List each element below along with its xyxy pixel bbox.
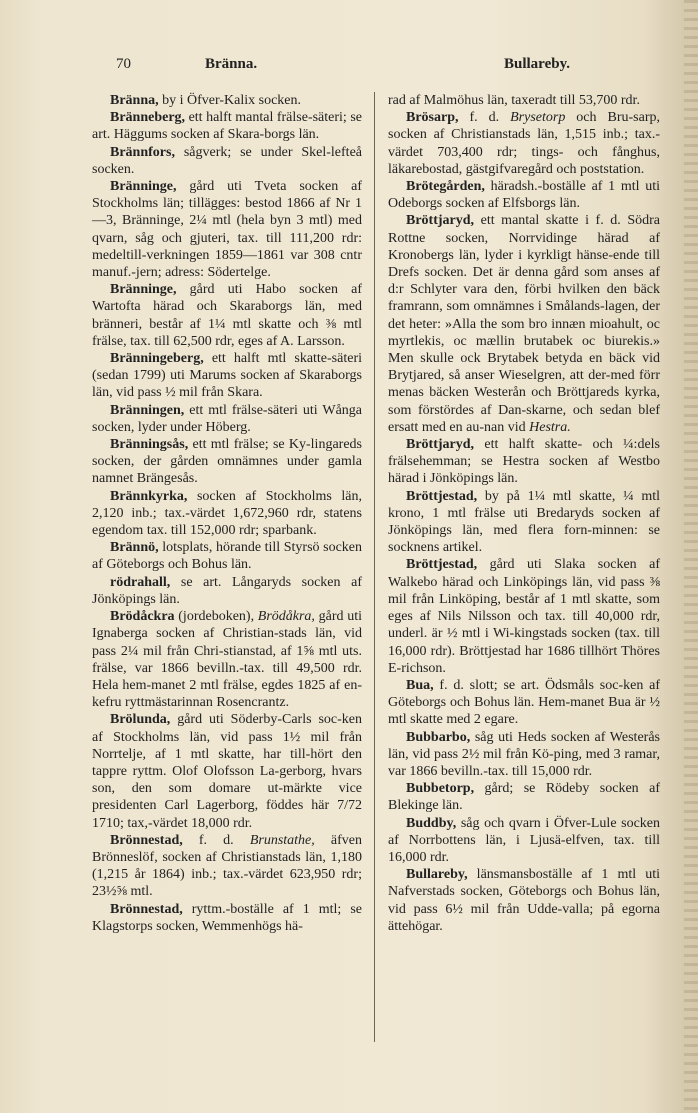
entry-text: by på 1¼ mtl skatte, ¼ mtl krono, 1 mtl frälse uti Bredaryds socken af Jönköpings län, med flera forn-minnen: se socknens artikel. [388, 488, 660, 556]
entry-text: sågverk; se under Skel-lefteå socken. [92, 144, 362, 177]
dictionary-entry [92, 488, 362, 540]
entry-headword: Brännfors, [110, 144, 175, 160]
running-header [110, 56, 570, 78]
entry-text: (jordeboken), [174, 609, 258, 625]
dictionary-entry [92, 109, 362, 143]
entry-text: gård; se Rödeby socken af Blekinge län. [388, 781, 660, 814]
entry-headword: Brölunda, [110, 712, 171, 728]
entry-headword: Bröttjaryd, [406, 437, 475, 453]
entry-italic: Hestra. [529, 419, 571, 435]
entry-headword: Brännö, [110, 540, 159, 556]
entry-headword: Brännkyrka, [110, 488, 188, 504]
entry-text: ryttm.-boställe af 1 mtl; se Klagstorps socken, Wemmenhögs hä- [92, 901, 362, 934]
dictionary-entry [92, 436, 362, 488]
dictionary-entry [92, 92, 362, 109]
entry-headword: Brödåckra [110, 609, 175, 625]
dictionary-entry [92, 402, 362, 436]
entry-headword: Bullareby, [406, 867, 468, 883]
entry-text: ett halft mantal frälse-säteri; se art. Häggums socken af Skara-borgs län. [92, 110, 362, 143]
entry-headword: Brännеberg, [110, 110, 186, 126]
dictionary-entry [388, 212, 660, 436]
dictionary-entry [92, 608, 362, 711]
dictionary-entry [388, 780, 660, 814]
entry-text-cont: äfven Brönneslöf, socken af Christianstads län, 1,180 (1,215 år 1864) inb.; tax.-värdet 623,950 rdr; 23½⅝ mtl. [92, 832, 362, 900]
entry-text: gård uti Tveta socken af Stockholms län; tillägges: bestod 1866 af Nr 1—3, Bränninge, 2¼ mtl (hela byn 3 mtl) med qvarn, såg och gjuteri, tax. till 111,200 rdr: medeltill-verkningen 1859—1861 var 308 cntr manuf.-jern; adress: Södertelge. [92, 179, 362, 281]
entry-headword: Bubbarbo, [406, 729, 471, 745]
entry-text: såg uti Heds socken af Westerås län, vid pass 2½ mil från Kö-ping, med 3 ramar, var 1866 bevilln.-tax. till 15,000 rdr. [388, 729, 660, 779]
entry-text: länsmansboställe af 1 mtl uti Nafverstads socken, Göteborgs och Bohus län, vid pass 6½ mil från Udde-valla; på egorna ättehögar. [388, 867, 660, 934]
entry-text: ett halft mtl skatte-säteri (sedan 1799) uti Marums socken af Skaraborgs län, vid pass ½ mil från Skara. [92, 351, 362, 401]
entry-text: gård uti Söderby-Carls soc-ken af Stockholms län, vid pass 1½ mil från Norrtelje, af 1 mtl skatte, har till-hört den tappre ryttm. Olof Olofsson La-gerborg, hvars son, den som domare ut-märkte vice presidenten Carl Lagerborg, föddes här 7/72 1710; tax,-värdet 18,000 rdr. [92, 712, 362, 831]
dictionary-entry [92, 144, 362, 178]
entry-italic: Brunstathe, [249, 832, 315, 848]
entry-text: gård uti Slaka socken af Walkebo härad och Linköpings län, vid pass ⅜ mil från Linköping, består af 1 mtl skatte, som eges af Nils Nilsson och tax. till 40,000 rdr, underl. är ½ mtl i Wi-kingstads socken (tax. till 16,000 rdr). Bröttjestad har 1686 tillhört Thöres E-richson. [388, 557, 660, 676]
dictionary-entry [92, 711, 362, 831]
entry-text: gård uti Habo socken af Wartofta härad och Skaraborgs län, med bränneri, består af 1¼ mtl skatte och ⅜ mtl frälse, tax. till 62,500 rdr, eges af A. Larsson. [92, 282, 362, 349]
dictionary-entry [388, 556, 660, 676]
page-number: 70 [116, 56, 131, 72]
entry-text: f. d. [182, 832, 250, 848]
entry-text: ett halft skatte- och ¼:dels frälsehemman; se Hestra socken af Westbo härad i Jönköpings län. [388, 437, 660, 487]
entry-headword: Brötegården, [406, 179, 485, 195]
dictionary-entry [92, 539, 362, 573]
dictionary-entry [92, 281, 362, 350]
dictionary-entry [388, 488, 660, 557]
dictionary-entry [388, 178, 660, 212]
entry-text: f. d. slott; se art. Ödsmåls soc-ken af Göteborgs och Bohus län. Hem-manet Bua är ½ mtl skatte med 2 egare. [388, 677, 660, 728]
entry-text: rad af Malmöhus län, taxeradt till 53,700 rdr. [388, 93, 640, 108]
header-left-word: Bränna. [205, 56, 258, 72]
entry-text: f. d. [458, 110, 511, 126]
entry-headword: Buddby, [406, 815, 457, 831]
entry-headword: Bränna, [110, 93, 159, 108]
entry-headword: Brönnestad, [110, 832, 183, 848]
dictionary-entry [388, 436, 660, 488]
header-right-word: Bullareby. [504, 56, 570, 72]
column-divider [374, 92, 375, 1042]
dictionary-entry [388, 92, 660, 109]
entry-text: se art. Långaryds socken af Jönköpings län. [92, 574, 362, 607]
page-edge [684, 0, 698, 1113]
entry-text: by i Öfver-Kalix socken. [158, 93, 302, 108]
entry-italic: Brysetorp [510, 110, 566, 126]
entry-headword: Bränningeberg, [110, 351, 204, 367]
entry-text: ett mtl frälse-säteri uti Wånga socken, lyder under Höberg. [92, 402, 362, 435]
entry-text: såg och qvarn i Öfver-Lule socken af Norrbottens län, i Ljusä-elfven, tax. till 16,000 rdr. [388, 815, 660, 865]
entry-text: lotsplats, hörande till Styrsö socken af Göteborgs och Bohus län. [92, 540, 362, 573]
dictionary-entry [388, 677, 660, 729]
dictionary-entry [92, 178, 362, 281]
entry-headword: Bubbetorp, [406, 781, 475, 797]
entry-headword: Brösarp, [406, 110, 459, 126]
entry-headword: Bröttjaryd, [406, 213, 475, 229]
entry-headword: Bränninge, [110, 282, 177, 298]
entry-headword: Bröttjestad, [406, 557, 478, 573]
dictionary-entry [388, 866, 660, 935]
entry-headword: rödrahall, [110, 574, 171, 590]
right-column [388, 92, 660, 935]
left-column [92, 92, 362, 935]
entry-headword: Bua, [406, 677, 434, 693]
entry-text: socken af Stockholms län, 2,120 inb.; tax.-värdet 1,672,960 rdr, statens egendom tax. till 152,000 rdr; sparbank. [92, 488, 362, 539]
entry-text: häradsh.-boställe af 1 mtl uti Odeborgs socken af Elfsborgs län. [388, 179, 660, 212]
entry-text: ett mantal skatte i f. d. Södra Rottne socken, Norrvidinge härad af Kronobergs län, lyder i kyrkligt hänse-ende till Drefs socken. Det är denna gård som anses af d:r Schlyter vara den, förbi hvilken den bäck framrann, som omnämnes i Smålands-lagen, der det heter: »Alla the som bro innæn mioahult, oc myrtlekis, oc mællin brutabek oc biurekis.» Men skulle ock Brytabek betyda en bäck vid Brytjared, så anser Wieselgren, att der-med förr menas bäcken Westerån och Bröttjareds kyrka, som förstördes af Dan-skarne, och sedan blef ersatt med en au-nan vid [388, 213, 660, 435]
dictionary-entry [92, 901, 362, 935]
dictionary-entry [388, 729, 660, 781]
entry-headword: Bränningsås, [110, 437, 189, 453]
entry-text-cont: gård uti Ignaberga socken af Christian-stads län, vid pass 2¼ mil från Chri-stianstad, af 1⅝ mtl uts. frälse, var 1866 bevilln.-tax. till 49,500 rdr. Hela hem-manet 2 mtl frälse, egdes 1825 af en-kefru ryttmästarinnan Rosencrantz. [92, 609, 362, 711]
entry-italic: Brödåkra, [257, 609, 315, 625]
dictionary-entry [388, 109, 660, 178]
entry-headword: Bröttjestad, [406, 488, 478, 504]
entry-headword: Brönnestad, [110, 901, 183, 917]
dictionary-entry [92, 832, 362, 901]
entry-text: ett mtl frälse; se Ky-lingareds socken, der gården omnämnes under gamla namnet Brängesås. [92, 437, 362, 487]
dictionary-entry [388, 815, 660, 867]
entry-headword: Bränninge, [110, 179, 177, 195]
entry-headword: Bränningen, [110, 402, 185, 418]
entry-text-cont: och Bru-sarp, socken af Christianstads län, 1,515 inb.; tax.-värdet 703,400 rdr; tings- och fånghus, läkarebostad, gästgifvaregård och poststation. [388, 110, 660, 177]
dictionary-entry [92, 574, 362, 608]
dictionary-entry [92, 350, 362, 402]
